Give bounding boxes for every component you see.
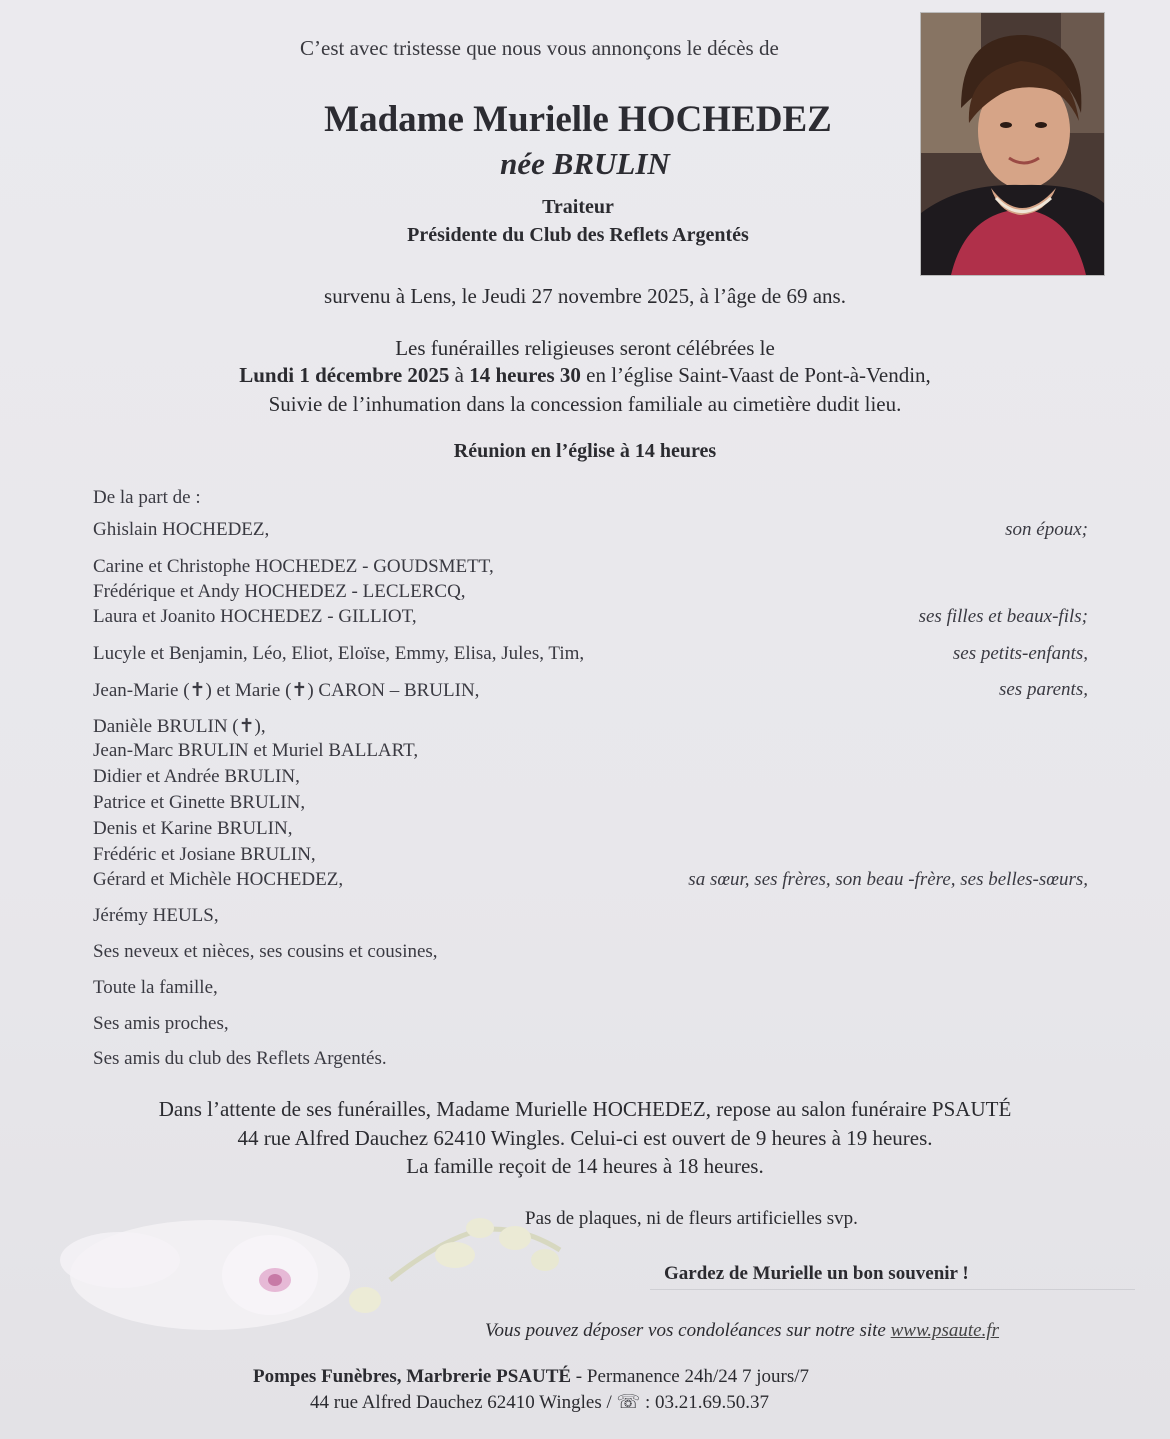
family-fratrie-1: Danièle BRULIN (✝), xyxy=(93,716,266,737)
intro-text: C’est avec tristesse que nous vous annonçons le décès de xyxy=(300,36,779,60)
repose-line-1: Dans l’attente de ses funérailles, Madame Murielle HOCHEDEZ, repose au salon funéraire PSAUTÉ xyxy=(158,1097,1012,1121)
condolences-line xyxy=(485,1320,999,1342)
relation-filles: ses filles et beaux-fils; xyxy=(918,606,1088,627)
family-petits-enfants: Lucyle et Benjamin, Léo, Eliot, Eloïse, Emmy, Elisa, Jules, Tim, xyxy=(93,643,585,664)
funeral-line-1: Les funérailles religieuses seront célébrées le xyxy=(395,336,775,360)
no-flowers-note: Pas de plaques, ni de fleurs artificielles svp. xyxy=(525,1208,858,1229)
family-fratrie-3: Didier et Andrée BRULIN, xyxy=(93,766,300,787)
family-fratrie-6: Frédéric et Josiane BRULIN, xyxy=(93,844,316,865)
family-fille-2: Frédérique et Andy HOCHEDEZ - LECLERCQ, xyxy=(93,581,466,602)
footer-company: Pompes Funèbres, Marbrerie PSAUTÉ xyxy=(253,1366,572,1387)
family-other-5: Ses amis du club des Reflets Argentés. xyxy=(93,1048,387,1069)
reunion-note: Réunion en l’église à 14 heures xyxy=(453,440,717,462)
family-parents: Jean-Marie (✝) et Marie (✝) CARON – BRULIN, xyxy=(93,680,480,701)
family-epoux: Ghislain HOCHEDEZ, xyxy=(93,519,270,540)
footer-permanence: - Permanence 24h/24 7 jours/7 xyxy=(571,1366,810,1387)
family-other-3: Toute la famille, xyxy=(93,977,218,998)
deceased-name: Madame Murielle HOCHEDEZ xyxy=(324,99,832,140)
family-other-4: Ses amis proches, xyxy=(93,1013,229,1034)
relation-parents: ses parents, xyxy=(998,679,1088,700)
footer-company-line xyxy=(253,1366,809,1388)
family-fille-3: Laura et Joanito HOCHEDEZ - GILLIOT, xyxy=(93,606,417,627)
funeral-a: à xyxy=(449,363,470,387)
role-presidente: Présidente du Club des Reflets Argentés xyxy=(407,224,749,246)
family-other-1: Jérémy HEULS, xyxy=(93,905,219,926)
funeral-time: 14 heures 30 xyxy=(469,363,581,387)
family-other-2: Ses neveux et nièces, ses cousins et cousines, xyxy=(93,941,438,962)
family-fille-1: Carine et Christophe HOCHEDEZ - GOUDSMETT, xyxy=(93,556,494,577)
role-traiteur: Traiteur xyxy=(542,196,614,218)
funeral-date: Lundi 1 décembre 2025 xyxy=(239,363,450,387)
relation-epoux: son époux; xyxy=(1005,519,1088,540)
repose-line-2: 44 rue Alfred Dauchez 62410 Wingles. Celui-ci est ouvert de 9 heures à 19 heures. xyxy=(237,1126,933,1150)
funeral-line-3: Suivie de l’inhumation dans la concession familiale au cimetière dudit lieu. xyxy=(268,392,902,416)
family-fratrie-4: Patrice et Ginette BRULIN, xyxy=(93,792,306,813)
de-la-part-label: De la part de : xyxy=(93,487,201,508)
condolences-link[interactable]: www.psaute.fr xyxy=(890,1320,1000,1341)
maiden-name: née BRULIN xyxy=(500,146,670,181)
divider xyxy=(650,1289,1135,1290)
repose-line-3: La famille reçoit de 14 heures à 18 heures. xyxy=(406,1154,764,1178)
souvenir-note: Gardez de Murielle un bon souvenir ! xyxy=(664,1263,969,1284)
relation-fratrie: sa sœur, ses frères, son beau -frère, ses belles-sœurs, xyxy=(688,869,1088,890)
family-fratrie-7: Gérard et Michèle HOCHEDEZ, xyxy=(93,869,344,890)
footer-address: 44 rue Alfred Dauchez 62410 Wingles / ☏ : 03.21.69.50.37 xyxy=(310,1392,770,1413)
family-fratrie-2: Jean-Marc BRULIN et Muriel BALLART, xyxy=(93,740,419,761)
death-notice: survenu à Lens, le Jeudi 27 novembre 2025, à l’âge de 69 ans. xyxy=(324,284,846,308)
funeral-line-2 xyxy=(0,363,1170,388)
condolences-text: Vous pouvez déposer vos condoléances sur notre site xyxy=(485,1320,891,1341)
funeral-place: en l’église Saint-Vaast de Pont-à-Vendin, xyxy=(580,363,931,387)
family-fratrie-5: Denis et Karine BRULIN, xyxy=(93,818,293,839)
relation-petits-enfants: ses petits-enfants, xyxy=(952,643,1088,664)
